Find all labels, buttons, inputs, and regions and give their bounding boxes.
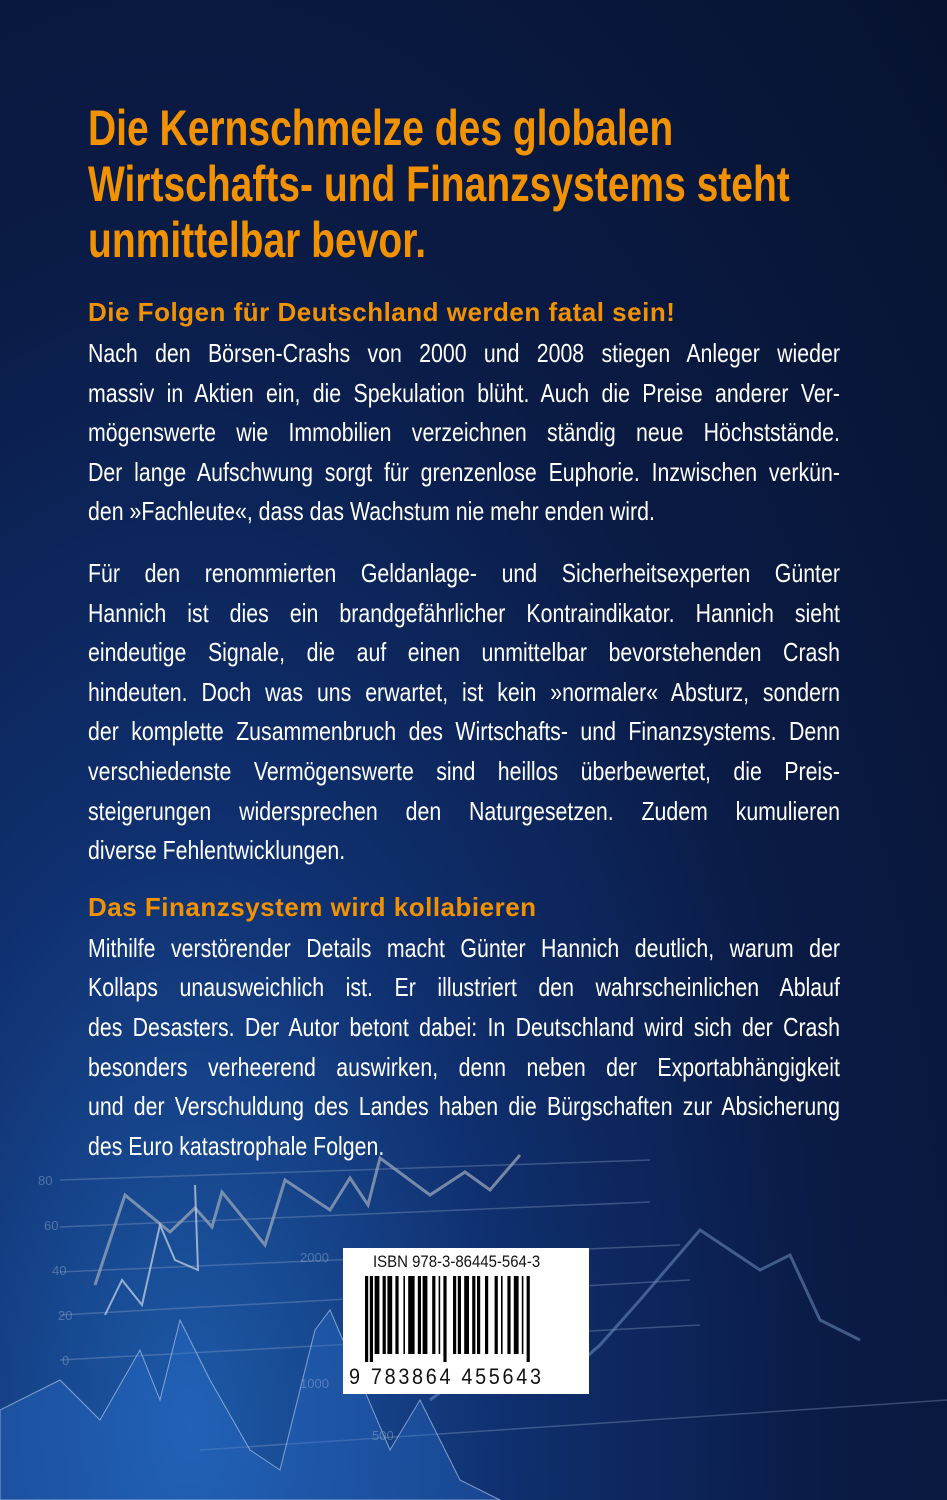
- barcode-bar: [485, 1276, 488, 1354]
- cover-title: [88, 100, 840, 268]
- barcode-bar: [365, 1276, 368, 1362]
- chart-label: 2000: [300, 1250, 329, 1265]
- barcode-bar: [408, 1276, 414, 1354]
- section-heading: Die Folgen für Deutschland werden fatal sein!: [88, 297, 676, 327]
- chart-label: 500: [372, 1428, 394, 1443]
- text-line: Mithilfe verstörender Details macht Günter Hannich deutlich, warum der: [88, 932, 840, 963]
- barcode-bar: [418, 1276, 421, 1354]
- paragraph: [88, 929, 840, 1167]
- barcode-bar: [383, 1276, 386, 1354]
- title-line: unmittelbar bevor.: [88, 212, 427, 268]
- section-heading: Das Finanzsystem wird kollabieren: [88, 891, 537, 922]
- barcode-bar: [443, 1276, 446, 1362]
- text-line: Der lange Aufschwung sorgt für grenzenlose Euphorie. Inzwischen verkün-: [88, 456, 840, 487]
- barcode-bar: [439, 1276, 441, 1354]
- text-line: des Desasters. Der Autor betont dabei: In Deutschland wird sich der Crash: [88, 1011, 840, 1042]
- barcode-bar: [387, 1276, 392, 1354]
- barcode-bar: [453, 1276, 456, 1354]
- chart-label: 1000: [300, 1376, 329, 1391]
- text-line: steigerungen widersprechen den Naturgesetzen. Zudem kumulieren: [88, 795, 840, 826]
- barcode-bar: [514, 1276, 519, 1354]
- barcode-bar: [403, 1276, 405, 1354]
- barcode-bar: [395, 1276, 398, 1354]
- paragraph: [88, 554, 840, 871]
- text-line: hindeuten. Doch was uns erwartet, ist kein »normaler« Absturz, sondern: [88, 676, 840, 707]
- text-line: mögenswerte wie Immobilien verzeichnen ständig neue Höchststände.: [88, 417, 840, 448]
- text-line: eindeutige Signale, die auf einen unmittelbar bevorstehenden Crash: [88, 637, 840, 668]
- barcode-bar: [527, 1276, 530, 1362]
- barcode-bar: [501, 1276, 503, 1354]
- barcode-bar: [522, 1276, 524, 1354]
- text-line: diverse Fehlentwicklungen.: [88, 835, 346, 866]
- text-line: Nach den Börsen-Crashs von 2000 und 2008 stiegen Anleger wieder: [88, 338, 840, 368]
- text-line: des Euro katastrophale Folgen.: [88, 1130, 385, 1161]
- isbn-barcode: [343, 1248, 589, 1394]
- chart-label: 20: [58, 1308, 73, 1323]
- barcode-bar: [495, 1276, 498, 1354]
- isbn-label: ISBN 978-3-86445-564-3: [373, 1252, 541, 1271]
- barcode-bar: [423, 1276, 428, 1354]
- text-line: der komplette Zusammenbruch des Wirtschafts- und Finanzsystems. Denn: [88, 716, 840, 747]
- paragraph: [88, 334, 840, 532]
- barcode-bar: [370, 1276, 373, 1362]
- barcode-bar: [472, 1276, 475, 1354]
- back-cover-text: [88, 100, 840, 1166]
- text-line: Für den renommierten Geldanlage- und Sicherheitsexperten Günter: [88, 557, 840, 588]
- chart-label: 0: [62, 1353, 70, 1368]
- barcode-bars: [355, 1276, 575, 1362]
- title-line: Die Kernschmelze des globalen: [88, 100, 674, 156]
- barcode-bar: [477, 1276, 480, 1354]
- text-line: besonders verheerend auswirken, denn neben der Exportabhängigkeit: [88, 1051, 840, 1082]
- chart-label: 40: [52, 1263, 67, 1278]
- chart-label: 60: [44, 1218, 59, 1233]
- barcode-bar: [507, 1276, 510, 1354]
- text-line: Kollaps unausweichlich ist. Er illustriert den wahrscheinlichen Ablauf: [88, 972, 840, 1003]
- text-line: Hannich ist dies ein brandgefährlicher Kontraindikator. Hannich sieht: [88, 597, 840, 628]
- title-line: Wirtschafts- und Finanzsystems steht: [88, 156, 790, 212]
- barcode-bar: [464, 1276, 469, 1354]
- chart-label: 80: [38, 1173, 53, 1188]
- barcode-bar: [458, 1276, 461, 1354]
- text-line: und der Verschuldung des Landes haben die Bürgschaften zur Absicherung: [88, 1091, 840, 1122]
- barcode-digits: 9 783864 455643: [349, 1364, 544, 1389]
- barcode-bar: [375, 1276, 380, 1354]
- text-line: verschiedenste Vermögenswerte sind heillos überbewertet, die Preis-: [88, 755, 840, 786]
- barcode-bar: [432, 1276, 435, 1354]
- text-line: massiv in Aktien ein, die Spekulation blüht. Auch die Preise anderer Ver-: [88, 377, 840, 408]
- text-line: den »Fachleute«, dass das Wachstum nie mehr enden wird.: [88, 496, 655, 527]
